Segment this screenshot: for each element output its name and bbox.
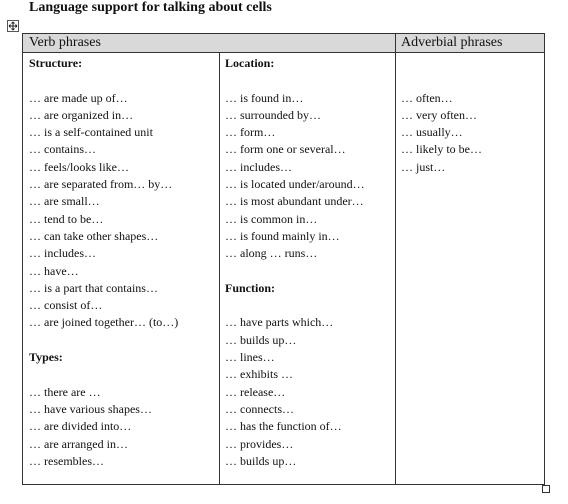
header-adverbial-phrases [395,34,544,53]
structure-item: … feels/looks like… [29,159,129,174]
structure-item: … contains… [29,142,96,157]
location-item: … includes… [225,159,292,174]
location-function-column [225,55,365,470]
function-item: … exhibits … [225,367,293,382]
language-support-table[interactable] [22,33,545,485]
types-item: … are arranged in… [29,436,128,451]
location-item: … along … runs… [225,246,318,261]
structure-item: … are separated from… by… [29,177,173,192]
function-item: … have parts which… [225,315,334,330]
adverbial-column [401,55,482,176]
function-item: … connects… [225,401,294,416]
location-item: … is common in… [225,211,318,226]
adverbial-item: … usually… [401,125,463,140]
function-item: … provides… [225,436,294,451]
adverbial-item: … often… [401,90,453,105]
types-heading: Types: [29,350,63,365]
types-item: … there are … [29,384,101,399]
header-adverbial-phrases-label: Adverbial phrases [401,35,503,50]
structure-item: … is a part that contains… [29,280,158,295]
structure-item: … have… [29,263,79,278]
structure-item: … can take other shapes… [29,228,159,243]
location-item: … surrounded by… [225,107,321,122]
location-item: … form… [225,125,276,140]
structure-item: … are small… [29,194,100,209]
column-divider [395,34,396,484]
function-item: … release… [225,384,286,399]
structure-item: … includes… [29,246,96,261]
structure-item: … consist of… [29,298,103,313]
structure-item: … is a self-contained unit [29,125,153,140]
structure-item: … are joined together… (to…) [29,315,179,330]
function-heading: Function: [225,280,276,295]
column-divider [219,53,220,484]
function-item: … lines… [225,350,275,365]
structure-types-column [29,55,178,470]
structure-item: … are made up of… [29,90,128,105]
header-verb-phrases-label: Verb phrases [29,35,101,50]
location-item: … is found mainly in… [225,228,340,243]
function-item: … builds up… [225,332,297,347]
function-item: … has the function of… [225,419,342,434]
table-resize-handle[interactable] [542,485,550,493]
structure-heading: Structure: [29,56,83,70]
location-heading: Location: [225,56,275,70]
structure-item: … tend to be… [29,211,104,226]
location-item: … is located under/around… [225,177,365,192]
function-item: … builds up… [225,453,297,468]
types-item: … are divided into… [29,419,132,434]
header-verb-phrases [23,34,395,53]
adverbial-item: … just… [401,159,446,174]
table-move-handle-icon[interactable] [7,20,19,32]
types-item: … resembles… [29,453,104,468]
location-item: … is found in… [225,90,304,105]
adverbial-item: … very often… [401,107,477,122]
structure-item: … are organized in… [29,107,134,122]
types-item: … have various shapes… [29,401,152,416]
adverbial-item: … likely to be… [401,142,482,157]
location-item: … form one or several… [225,142,346,157]
location-item: … is most abundant under… [225,194,364,209]
document-title: Language support for talking about cells [29,0,272,15]
